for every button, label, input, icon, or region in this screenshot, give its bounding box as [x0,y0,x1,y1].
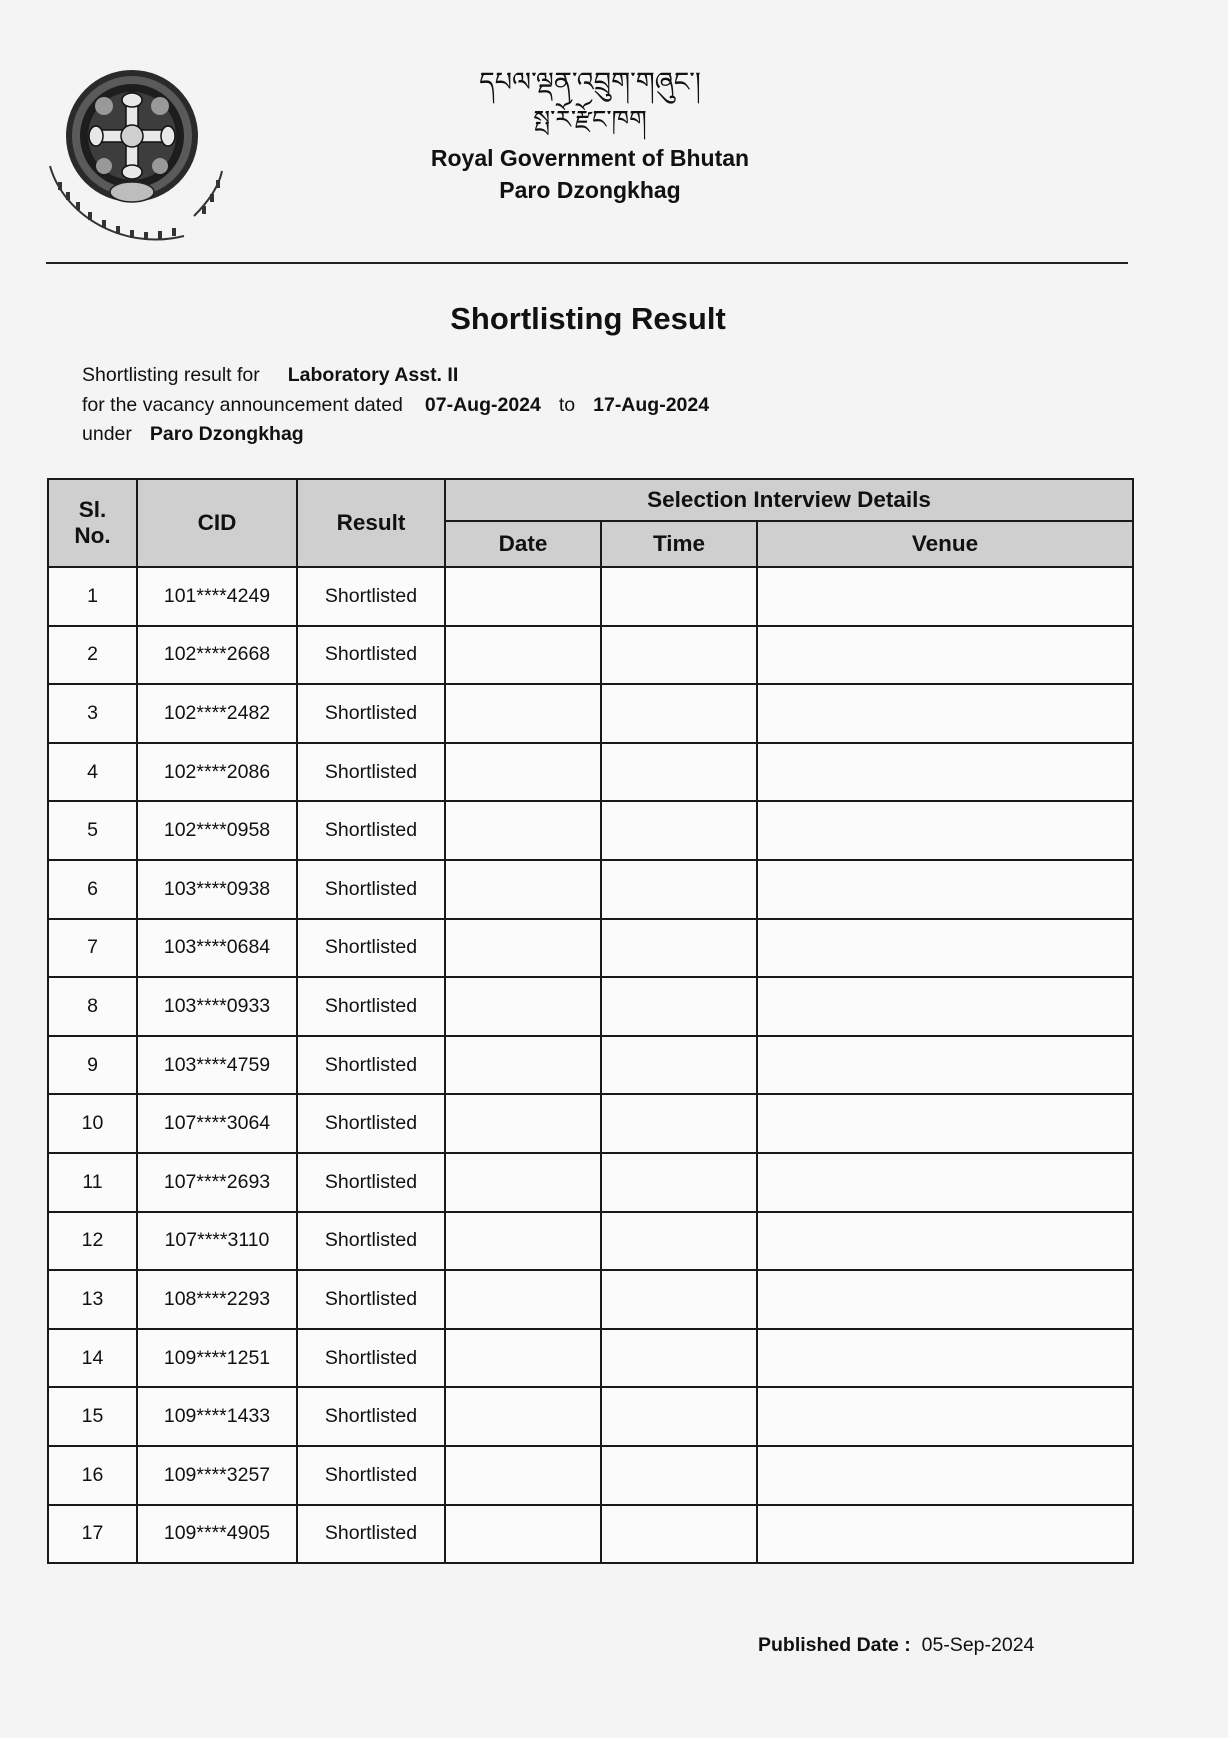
cell-result: Shortlisted [297,801,445,860]
cell-result: Shortlisted [297,860,445,919]
table-row [48,1270,1133,1329]
vacancy-details [82,361,709,450]
published-date [758,1634,1034,1657]
cell-date [445,1153,601,1212]
cell-result: Shortlisted [297,567,445,626]
cell-venue [757,801,1133,860]
cell-time [601,1446,757,1505]
cell-sl: 2 [48,626,137,685]
cell-time [601,1153,757,1212]
cell-result: Shortlisted [297,1387,445,1446]
cell-date [445,1212,601,1271]
cell-date [445,1505,601,1564]
cell-date [445,567,601,626]
cell-cid: 107****2693 [137,1153,297,1212]
cell-result: Shortlisted [297,1094,445,1153]
table-row [48,684,1133,743]
cell-venue [757,1505,1133,1564]
cell-result: Shortlisted [297,1505,445,1564]
cell-cid: 103****0684 [137,919,297,978]
cell-venue [757,1270,1133,1329]
cell-result: Shortlisted [297,1036,445,1095]
cell-venue [757,977,1133,1036]
cell-venue [757,626,1133,685]
cell-time [601,1036,757,1095]
header-result: Result [297,479,445,567]
table-row [48,1387,1133,1446]
dzongkha-dzongkhag-name: སྤ་རོ་རྫོང་ཁག [533,105,647,134]
cell-venue [757,1446,1133,1505]
published-label: Published Date : [758,1634,911,1656]
cell-venue [757,743,1133,802]
bhutan-royal-emblem-icon [44,66,234,256]
cell-time [601,919,757,978]
cell-sl: 4 [48,743,137,802]
cell-sl: 5 [48,801,137,860]
cell-cid: 108****2293 [137,1270,297,1329]
under-label: under [82,423,132,445]
cell-result: Shortlisted [297,1153,445,1212]
cell-sl: 13 [48,1270,137,1329]
header-time: Time [601,521,757,567]
cell-cid: 109****1251 [137,1329,297,1388]
cell-date [445,626,601,685]
cell-sl: 16 [48,1446,137,1505]
cell-cid: 109****1433 [137,1387,297,1446]
position-name: Laboratory Asst. II [287,364,459,386]
cell-result: Shortlisted [297,977,445,1036]
cell-sl: 17 [48,1505,137,1564]
cell-venue [757,1329,1133,1388]
cell-sl: 8 [48,977,137,1036]
to-label: to [558,393,576,416]
cell-cid: 107****3064 [137,1094,297,1153]
table-row [48,1446,1133,1505]
page-title: Shortlisting Result [450,301,726,336]
header-divider [46,262,1128,264]
table-row [48,919,1133,978]
cell-result: Shortlisted [297,626,445,685]
cell-date [445,684,601,743]
cell-result: Shortlisted [297,1270,445,1329]
header-date: Date [445,521,601,567]
cell-time [601,801,757,860]
cell-sl: 11 [48,1153,137,1212]
vacancy-label: for the vacancy announcement dated [82,393,403,416]
cell-time [601,567,757,626]
cell-venue [757,1212,1133,1271]
cell-date [445,1387,601,1446]
table-row [48,977,1133,1036]
cell-time [601,1505,757,1564]
cell-time [601,626,757,685]
organization-name: Royal Government of Bhutan [430,145,750,171]
cell-cid: 102****2482 [137,684,297,743]
cell-time [601,1270,757,1329]
table-row [48,860,1133,919]
cell-date [445,860,601,919]
cell-cid: 109****3257 [137,1446,297,1505]
cell-time [601,977,757,1036]
cell-time [601,1094,757,1153]
cell-result: Shortlisted [297,684,445,743]
table-row [48,1153,1133,1212]
cell-result: Shortlisted [297,743,445,802]
cell-date [445,1036,601,1095]
cell-date [445,1094,601,1153]
date-to: 17-Aug-2024 [593,393,710,416]
cell-date [445,743,601,802]
table-row [48,743,1133,802]
date-from: 07-Aug-2024 [424,393,541,416]
table-row [48,1212,1133,1271]
cell-date [445,977,601,1036]
letterhead [330,64,850,206]
header-venue: Venue [757,521,1133,567]
cell-venue [757,1094,1133,1153]
cell-venue [757,860,1133,919]
cell-date [445,1446,601,1505]
cell-result: Shortlisted [297,1329,445,1388]
cell-sl: 1 [48,567,137,626]
cell-sl: 10 [48,1094,137,1153]
cell-venue [757,1153,1133,1212]
cell-sl: 7 [48,919,137,978]
table-row [48,567,1133,626]
cell-date [445,1329,601,1388]
cell-time [601,1387,757,1446]
cell-sl: 12 [48,1212,137,1271]
table-row [48,1329,1133,1388]
cell-time [601,684,757,743]
cell-venue [757,567,1133,626]
table-row [48,801,1133,860]
cell-cid: 102****2668 [137,626,297,685]
table-row [48,1036,1133,1095]
cell-time [601,743,757,802]
cell-cid: 101****4249 [137,567,297,626]
table-row [48,626,1133,685]
cell-sl: 14 [48,1329,137,1388]
cell-cid: 102****0958 [137,801,297,860]
cell-time [601,860,757,919]
cell-result: Shortlisted [297,919,445,978]
shortlist-table [47,478,1134,1564]
cell-venue [757,919,1133,978]
cell-sl: 6 [48,860,137,919]
cell-cid: 103****0933 [137,977,297,1036]
cell-sl: 9 [48,1036,137,1095]
cell-date [445,919,601,978]
organization-unit: Paro Dzongkhag [499,177,681,203]
cell-venue [757,684,1133,743]
cell-result: Shortlisted [297,1212,445,1271]
table-body [48,567,1133,1563]
cell-cid: 103****0938 [137,860,297,919]
cell-cid: 107****3110 [137,1212,297,1271]
cell-time [601,1329,757,1388]
header-cid: CID [137,479,297,567]
cell-result: Shortlisted [297,1446,445,1505]
cell-cid: 103****4759 [137,1036,297,1095]
cell-date [445,1270,601,1329]
dzongkha-government-name: དཔལ་ལྡན་འབྲུག་གཞུང་། [479,67,701,98]
cell-cid: 109****4905 [137,1505,297,1564]
cell-cid: 102****2086 [137,743,297,802]
cell-sl: 3 [48,684,137,743]
cell-venue [757,1387,1133,1446]
cell-venue [757,1036,1133,1095]
header-sl-no: Sl. No. [48,479,137,567]
agency-name: Paro Dzongkhag [149,423,304,445]
header-interview-details: Selection Interview Details [445,479,1133,521]
cell-date [445,801,601,860]
result-for-label: Shortlisting result for [82,364,260,386]
table-row [48,1094,1133,1153]
cell-sl: 15 [48,1387,137,1446]
cell-time [601,1212,757,1271]
published-date-value: 05-Sep-2024 [921,1634,1035,1656]
table-row [48,1505,1133,1564]
